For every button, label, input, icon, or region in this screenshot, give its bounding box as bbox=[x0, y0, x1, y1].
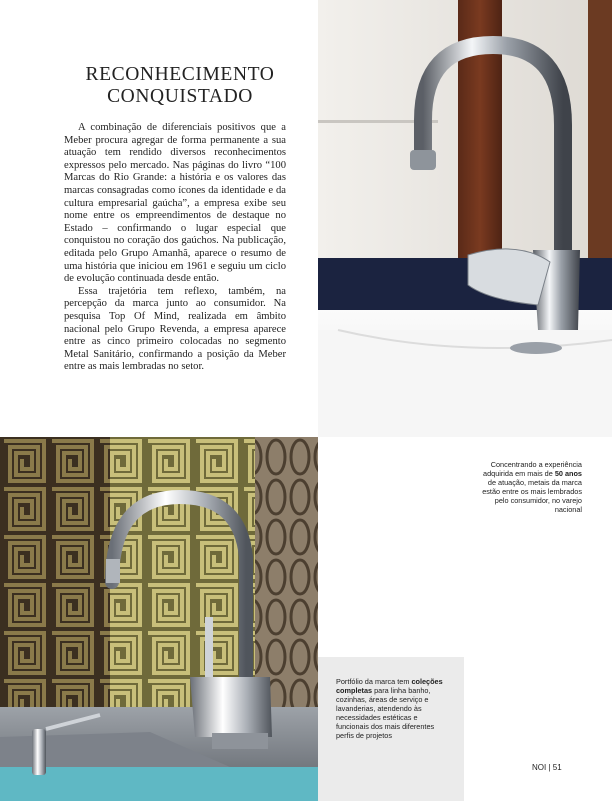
article-body bbox=[64, 122, 286, 374]
footer-separator: | bbox=[548, 763, 551, 772]
caption-right-text: Concentrando a experiência adquirida em mais de bbox=[483, 460, 582, 478]
kitchen-faucet-photo bbox=[0, 437, 318, 801]
title-line-2: CONQUISTADO bbox=[107, 86, 253, 107]
article-paragraph-1: A combinação de diferenciais positivos que a Meber procura agregar de forma permanente a sua atuação tem rendido diversos reconhecimentos expressos pelo mercado. Nas páginas do livro “100 Marcas do Rio Grande: a história e os valores das marcas consagradas como ícones da identidade e da cultura empresarial gaúcha”, a empresa exibe seu nome entre os empreendimentos de destaque no Estado – confirmando o lugar especial que conquistou no coração dos gaúchos. Na publicação, editada pelo Grupo Amanhã, aparece o resumo de uma história que iniciou em 1961 e seguiu um ciclo de evolução continuada desde então. bbox=[64, 122, 286, 285]
caption-right bbox=[482, 460, 582, 514]
caption-left-highlight: coleções completas bbox=[336, 677, 443, 695]
page-footer bbox=[532, 763, 562, 772]
caption-left-text: Portfólio da marca tem bbox=[336, 677, 412, 686]
bathroom-faucet-photo bbox=[318, 0, 612, 437]
title-line-1: RECONHECIMENTO bbox=[85, 64, 275, 85]
caption-left bbox=[336, 677, 448, 740]
page-title bbox=[60, 64, 300, 108]
caption-right-text-end: de atuação, metais da marca estão entre os mais lembrados pelo consumidor, no varejo nacional bbox=[482, 478, 582, 514]
caption-left-text-end: para linha banho, cozinhas, áreas de serviço e lavanderias, atendendo às necessidades estéticas e funcionais dos mais diferentes perfis de projetos bbox=[336, 686, 435, 740]
article-paragraph-2: Essa trajetória tem reflexo, também, na percepção da marca junto ao consumidor. Na pesquisa Top Of Mind, realizada em âmbito nacional pelo Grupo Revenda, a empresa aparece entre as cinco primeiro colocadas no segmento Metal Sanitário, confirmando a posição da Meber entre as mais lembradas no setor. bbox=[64, 285, 286, 373]
page-number: 51 bbox=[552, 763, 562, 772]
caption-right-highlight: 50 anos bbox=[554, 469, 582, 478]
footer-brand: NOI bbox=[532, 763, 547, 772]
